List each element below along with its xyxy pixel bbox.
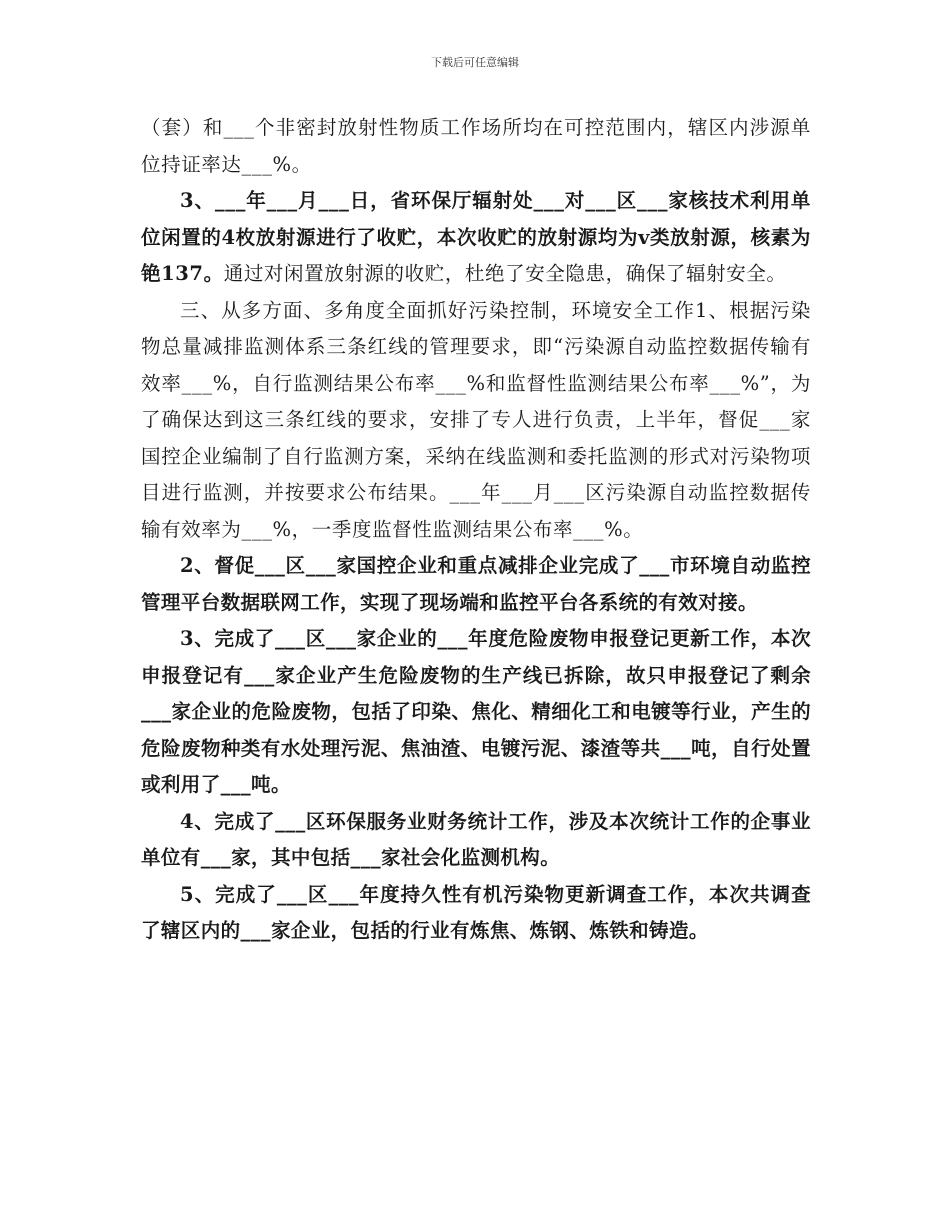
paragraph-4: 2、督促___区___家国控企业和重点减排企业完成了___市环境自动监控管理平台数据联网工作，实现了现场端和监控平台各系统的有效对接。 bbox=[141, 554, 811, 614]
paragraph-5: 3、完成了___区___家企业的___年度危险废物申报登记更新工作，本次申报登记有___家企业产生危险废物的生产线已拆除，故只申报登记了剩余___家企业的危险废物，包括了印染、焦化、精细化工和电镀等行业，产生的危险废物种类有水处理污泥、焦油渣、电镀污泥、漆渣等共___吨，自行处置或利用了___吨。 bbox=[141, 627, 811, 796]
document-body bbox=[141, 110, 811, 950]
paragraph-2 bbox=[141, 183, 811, 293]
paragraph-1: （套）和___个非密封放射性物质工作场所均在可控范围内，辖区内涉源单位持证率达___%。 bbox=[141, 116, 811, 176]
paragraph-2-normal-text: 通过对闲置放射源的收贮，杜绝了安全隐患，确保了辐射安全。 bbox=[223, 262, 787, 285]
paragraph-7: 5、完成了___区___年度持久性有机污染物更新调查工作，本次共调查了辖区内的___家企业，包括的行业有炼焦、炼钢、炼铁和铸造。 bbox=[141, 882, 811, 942]
paragraph-6: 4、完成了___区环保服务业财务统计工作，涉及本次统计工作的企事业单位有___家，其中包括___家社会化监测机构。 bbox=[141, 809, 811, 869]
page-header: 下载后可任意编辑 bbox=[431, 56, 519, 69]
paragraph-2-bold-text: 3、___年___月___日，省环保厅辐射处___对___区___家核技术利用单位闲置的4枚放射源进行了收贮，本次收贮的放射源均为v类放射源，核素为铯137。 bbox=[141, 189, 811, 285]
paragraph-3: 三、从多方面、多角度全面抓好污染控制，环境安全工作1、根据污染物总量减排监测体系三条红线的管理要求，即“污染源自动监控数据传输有效率___%，自行监测结果公布率___%和监督性监测结果公布率___%”，为了确保达到这三条红线的要求，安排了专人进行负责，上半年，督促___家国控企业编制了自行监测方案，采纳在线监测和委托监测的形式对污染物项目进行监测，并按要求公布结果。___年___月___区污染源自动监控数据传输有效率为___%，一季度监督性监测结果公布率___%。 bbox=[141, 298, 811, 541]
